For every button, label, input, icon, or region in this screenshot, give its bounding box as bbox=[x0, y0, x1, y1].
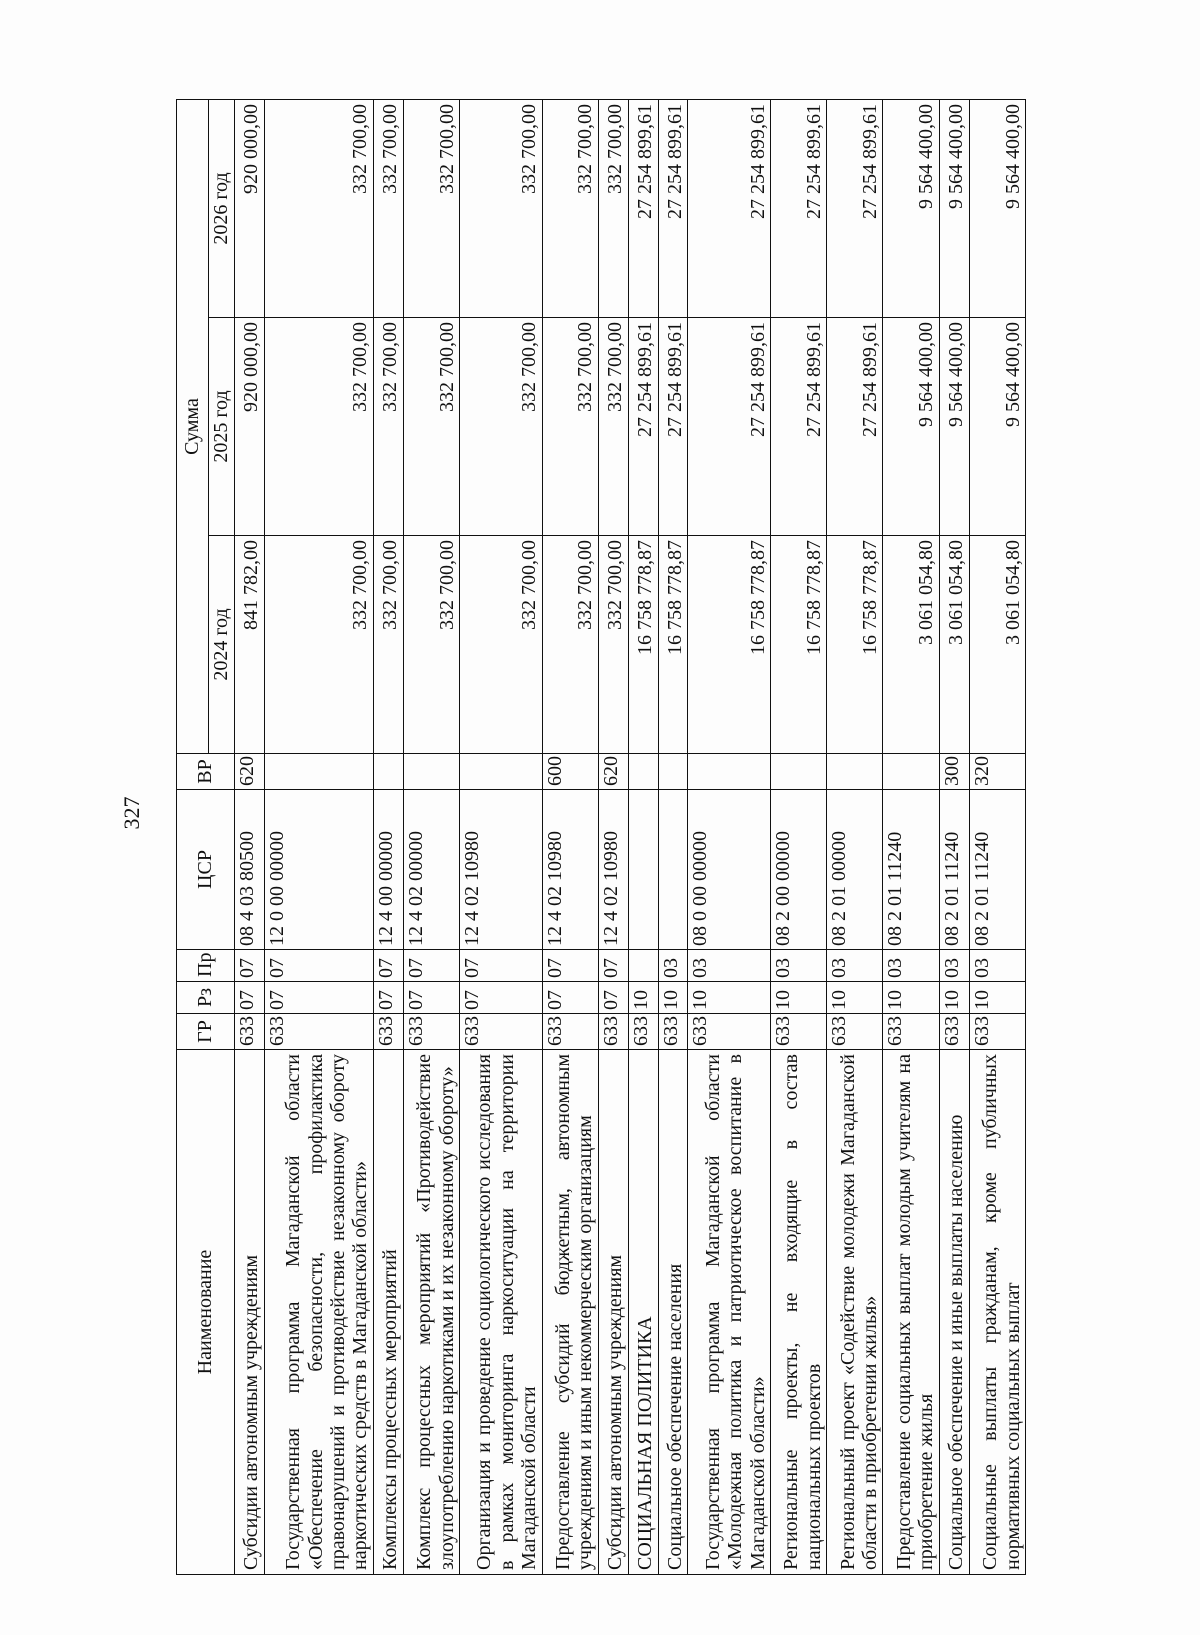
cell-2024: 16 758 778,87 bbox=[770, 536, 826, 754]
cell-2024: 332 700,00 bbox=[264, 536, 373, 754]
cell-pr: 07 bbox=[542, 950, 598, 982]
header-csr: ЦСР bbox=[177, 790, 235, 950]
header-year-2025: 2025 год bbox=[209, 318, 235, 536]
header-year-2024: 2024 год bbox=[209, 536, 235, 754]
cell-gr: 633 bbox=[969, 1014, 1025, 1050]
cell-name: Государственная программа Магаданской области «Молодежная политика и патриотическое воспитание в Магаданской области» bbox=[688, 1050, 771, 1575]
cell-2024: 16 758 778,87 bbox=[628, 536, 658, 754]
cell-2025: 332 700,00 bbox=[403, 318, 459, 536]
cell-pr: 07 bbox=[598, 950, 628, 982]
cell-csr: 08 2 00 00000 bbox=[770, 790, 826, 950]
cell-rz: 10 bbox=[939, 982, 969, 1014]
cell-name: Комплекс процессных мероприятий «Противодействие злоупотреблению наркотиками и их незаконному обороту» bbox=[403, 1050, 459, 1575]
cell-name: Предоставление субсидий бюджетным, автономным учреждениям и иным некоммерческим организациям bbox=[542, 1050, 598, 1575]
cell-name: СОЦИАЛЬНАЯ ПОЛИТИКА bbox=[628, 1050, 658, 1575]
cell-2026: 27 254 899,61 bbox=[827, 99, 883, 317]
cell-2025: 9 564 400,00 bbox=[939, 318, 969, 536]
cell-2024: 332 700,00 bbox=[459, 536, 542, 754]
cell-2025: 27 254 899,61 bbox=[628, 318, 658, 536]
cell-pr: 03 bbox=[770, 950, 826, 982]
cell-2026: 9 564 400,00 bbox=[969, 99, 1025, 317]
cell-csr: 08 2 01 00000 bbox=[827, 790, 883, 950]
cell-2026: 332 700,00 bbox=[542, 99, 598, 317]
cell-csr: 12 0 00 00000 bbox=[264, 790, 373, 950]
header-year-2026: 2026 год bbox=[209, 99, 235, 317]
header-gr: ГР bbox=[177, 1014, 235, 1050]
cell-name: Предоставление социальных выплат молодым учителям на приобретение жилья bbox=[883, 1050, 939, 1575]
cell-2025: 27 254 899,61 bbox=[770, 318, 826, 536]
header-sum: Сумма bbox=[177, 99, 209, 753]
cell-vr bbox=[827, 754, 883, 790]
cell-vr bbox=[658, 754, 688, 790]
cell-vr: 620 bbox=[598, 754, 628, 790]
cell-vr bbox=[403, 754, 459, 790]
table-row bbox=[628, 99, 658, 1574]
cell-2025: 332 700,00 bbox=[598, 318, 628, 536]
cell-vr bbox=[373, 754, 403, 790]
cell-name: Организация и проведение социологического исследования в рамках мониторинга наркоситуации на территории Магаданской области bbox=[459, 1050, 542, 1575]
cell-pr: 03 bbox=[658, 950, 688, 982]
cell-pr: 03 bbox=[969, 950, 1025, 982]
cell-csr: 12 4 02 10980 bbox=[598, 790, 628, 950]
cell-2025: 9 564 400,00 bbox=[883, 318, 939, 536]
cell-name: Государственная программа Магаданской области «Обеспечение безопасности, профилактика правонарушений и противодействие незаконному обороту наркотических средств в Магаданской области» bbox=[264, 1050, 373, 1575]
cell-vr: 300 bbox=[939, 754, 969, 790]
cell-2026: 9 564 400,00 bbox=[883, 99, 939, 317]
cell-2026: 332 700,00 bbox=[598, 99, 628, 317]
cell-name: Социальные выплаты гражданам, кроме публичных нормативных социальных выплат bbox=[969, 1050, 1025, 1575]
cell-2026: 332 700,00 bbox=[403, 99, 459, 317]
table-row bbox=[598, 99, 628, 1574]
header-pr: Пр bbox=[177, 950, 235, 982]
cell-name: Субсидии автономным учреждениям bbox=[235, 1050, 265, 1575]
cell-gr: 633 bbox=[598, 1014, 628, 1050]
cell-pr: 07 bbox=[403, 950, 459, 982]
cell-rz: 10 bbox=[658, 982, 688, 1014]
cell-csr: 08 2 01 11240 bbox=[939, 790, 969, 950]
cell-rz: 07 bbox=[264, 982, 373, 1014]
table-row bbox=[883, 99, 939, 1574]
cell-2026: 332 700,00 bbox=[373, 99, 403, 317]
cell-2026: 27 254 899,61 bbox=[688, 99, 771, 317]
table-row bbox=[459, 99, 542, 1574]
cell-2026: 332 700,00 bbox=[264, 99, 373, 317]
table-row bbox=[264, 99, 373, 1574]
cell-gr: 633 bbox=[628, 1014, 658, 1050]
cell-vr bbox=[264, 754, 373, 790]
cell-rz: 10 bbox=[770, 982, 826, 1014]
cell-csr: 08 2 01 11240 bbox=[883, 790, 939, 950]
table-row bbox=[688, 99, 771, 1574]
cell-pr: 03 bbox=[688, 950, 771, 982]
table-row bbox=[235, 99, 265, 1574]
header-vr: ВР bbox=[177, 754, 235, 790]
cell-name: Социальное обеспечение и иные выплаты населению bbox=[939, 1050, 969, 1575]
cell-gr: 633 bbox=[459, 1014, 542, 1050]
cell-2024: 3 061 054,80 bbox=[883, 536, 939, 754]
cell-gr: 633 bbox=[403, 1014, 459, 1050]
cell-vr bbox=[459, 754, 542, 790]
cell-2025: 27 254 899,61 bbox=[688, 318, 771, 536]
table-row bbox=[373, 99, 403, 1574]
budget-table bbox=[176, 99, 1026, 1575]
cell-2025: 332 700,00 bbox=[542, 318, 598, 536]
cell-2025: 27 254 899,61 bbox=[658, 318, 688, 536]
cell-2026: 920 000,00 bbox=[235, 99, 265, 317]
page-number: 327 bbox=[119, 796, 144, 830]
table-row bbox=[403, 99, 459, 1574]
cell-2026: 332 700,00 bbox=[459, 99, 542, 317]
table-row bbox=[969, 99, 1025, 1574]
cell-name: Комплексы процессных мероприятий bbox=[373, 1050, 403, 1575]
cell-2025: 332 700,00 bbox=[373, 318, 403, 536]
table-row bbox=[542, 99, 598, 1574]
table-body bbox=[235, 99, 1026, 1574]
cell-2024: 332 700,00 bbox=[542, 536, 598, 754]
table-row bbox=[827, 99, 883, 1574]
cell-2024: 16 758 778,87 bbox=[688, 536, 771, 754]
cell-rz: 07 bbox=[542, 982, 598, 1014]
rotated-table-wrapper bbox=[176, 100, 1026, 1575]
cell-gr: 633 bbox=[770, 1014, 826, 1050]
cell-rz: 07 bbox=[459, 982, 542, 1014]
cell-name: Региональные проекты, не входящие в состав национальных проектов bbox=[770, 1050, 826, 1575]
cell-csr bbox=[658, 790, 688, 950]
cell-2024: 3 061 054,80 bbox=[939, 536, 969, 754]
cell-csr: 12 4 02 10980 bbox=[542, 790, 598, 950]
cell-2026: 27 254 899,61 bbox=[628, 99, 658, 317]
cell-vr bbox=[883, 754, 939, 790]
cell-rz: 07 bbox=[373, 982, 403, 1014]
cell-rz: 07 bbox=[235, 982, 265, 1014]
cell-2024: 3 061 054,80 bbox=[969, 536, 1025, 754]
cell-rz: 10 bbox=[827, 982, 883, 1014]
cell-2025: 9 564 400,00 bbox=[969, 318, 1025, 536]
cell-gr: 633 bbox=[542, 1014, 598, 1050]
cell-vr: 320 bbox=[969, 754, 1025, 790]
cell-gr: 633 bbox=[883, 1014, 939, 1050]
cell-2026: 27 254 899,61 bbox=[658, 99, 688, 317]
cell-gr: 633 bbox=[235, 1014, 265, 1050]
cell-gr: 633 bbox=[658, 1014, 688, 1050]
cell-pr: 07 bbox=[459, 950, 542, 982]
cell-csr: 12 4 02 00000 bbox=[403, 790, 459, 950]
header-name: Наименование bbox=[177, 1050, 235, 1575]
cell-pr: 07 bbox=[373, 950, 403, 982]
cell-vr bbox=[688, 754, 771, 790]
cell-pr: 03 bbox=[883, 950, 939, 982]
cell-vr: 600 bbox=[542, 754, 598, 790]
cell-pr: 03 bbox=[827, 950, 883, 982]
cell-pr: 03 bbox=[939, 950, 969, 982]
cell-csr: 08 2 01 11240 bbox=[969, 790, 1025, 950]
table-row bbox=[658, 99, 688, 1574]
cell-2024: 332 700,00 bbox=[373, 536, 403, 754]
cell-gr: 633 bbox=[939, 1014, 969, 1050]
cell-rz: 10 bbox=[883, 982, 939, 1014]
cell-gr: 633 bbox=[827, 1014, 883, 1050]
header-rz: Рз bbox=[177, 982, 235, 1014]
cell-2025: 27 254 899,61 bbox=[827, 318, 883, 536]
cell-2024: 841 782,00 bbox=[235, 536, 265, 754]
cell-vr bbox=[628, 754, 658, 790]
cell-name: Субсидии автономным учреждениям bbox=[598, 1050, 628, 1575]
cell-vr: 620 bbox=[235, 754, 265, 790]
cell-2025: 332 700,00 bbox=[459, 318, 542, 536]
cell-rz: 10 bbox=[628, 982, 658, 1014]
table-row bbox=[939, 99, 969, 1574]
cell-pr: 07 bbox=[264, 950, 373, 982]
cell-2026: 27 254 899,61 bbox=[770, 99, 826, 317]
cell-name: Социальное обеспечение населения bbox=[658, 1050, 688, 1575]
cell-2024: 16 758 778,87 bbox=[827, 536, 883, 754]
cell-csr: 12 4 00 00000 bbox=[373, 790, 403, 950]
cell-2024: 332 700,00 bbox=[598, 536, 628, 754]
cell-2025: 920 000,00 bbox=[235, 318, 265, 536]
cell-vr bbox=[770, 754, 826, 790]
cell-2026: 9 564 400,00 bbox=[939, 99, 969, 317]
cell-pr: 07 bbox=[235, 950, 265, 982]
cell-gr: 633 bbox=[373, 1014, 403, 1050]
header-row-1 bbox=[177, 99, 209, 1574]
cell-2025: 332 700,00 bbox=[264, 318, 373, 536]
cell-csr: 08 0 00 00000 bbox=[688, 790, 771, 950]
cell-name: Региональный проект «Содействие молодежи Магаданской области в приобретении жилья» bbox=[827, 1050, 883, 1575]
cell-rz: 10 bbox=[688, 982, 771, 1014]
cell-gr: 633 bbox=[688, 1014, 771, 1050]
cell-pr bbox=[628, 950, 658, 982]
cell-2024: 16 758 778,87 bbox=[658, 536, 688, 754]
cell-gr: 633 bbox=[264, 1014, 373, 1050]
cell-csr: 12 4 02 10980 bbox=[459, 790, 542, 950]
cell-rz: 10 bbox=[969, 982, 1025, 1014]
cell-csr bbox=[628, 790, 658, 950]
table-row bbox=[770, 99, 826, 1574]
cell-rz: 07 bbox=[598, 982, 628, 1014]
cell-2024: 332 700,00 bbox=[403, 536, 459, 754]
cell-csr: 08 4 03 80500 bbox=[235, 790, 265, 950]
cell-rz: 07 bbox=[403, 982, 459, 1014]
